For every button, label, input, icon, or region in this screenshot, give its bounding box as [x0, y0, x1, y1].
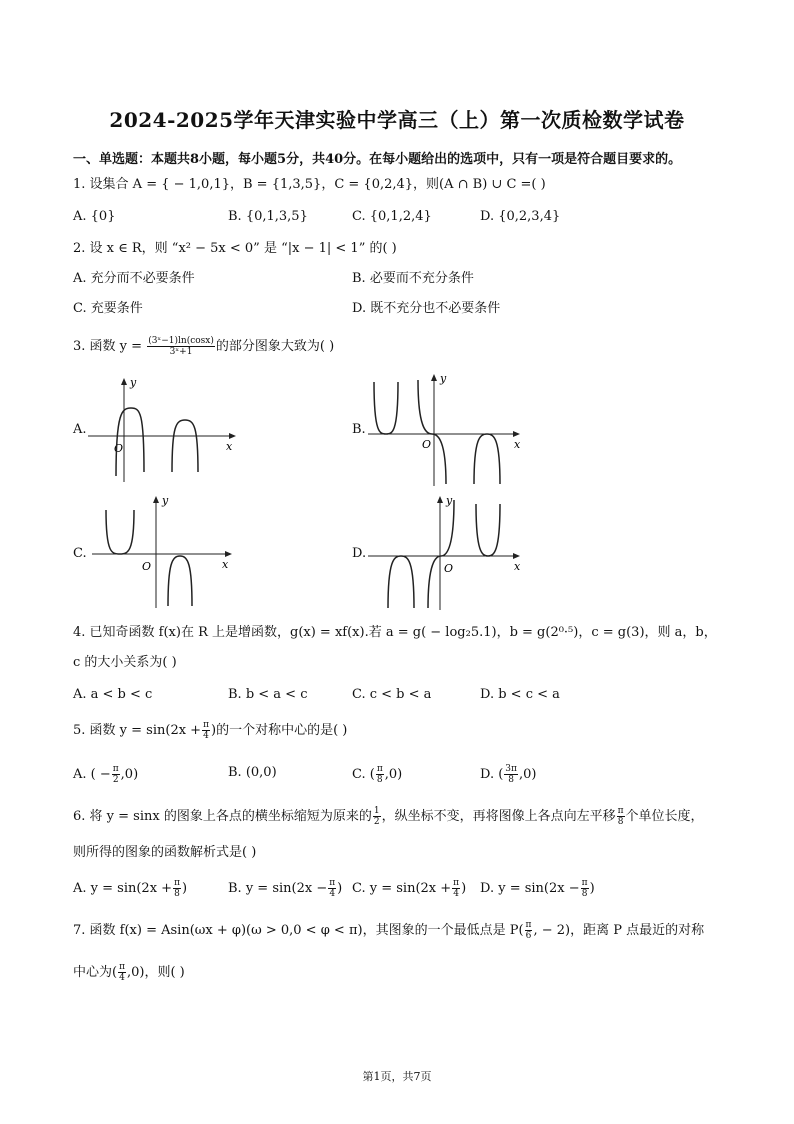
q3-graph-d [366, 490, 526, 612]
q5-stem: 5. 函数 y = sin(2x + $\frac{\pi}{4}$ )的一个对称中心的是( ) [73, 720, 348, 741]
x-axis-label: x [514, 438, 521, 451]
q3-graph-b [366, 368, 526, 488]
curve-branch-1 [374, 382, 398, 434]
exam-title: 2024-2025学年天津实验中学高三（上）第一次质检数学试卷 [109, 108, 685, 132]
page-footer: 第1页，共7页 [362, 1070, 432, 1083]
origin-label: O [422, 438, 432, 451]
y-axis-label: y [446, 494, 453, 507]
q2-option-b: B. 必要而不充分条件 [352, 271, 474, 286]
q4-stem-line1: 4. 已知奇函数 f(x)在 R 上是增函数，g(x) = xf(x).若 a = g( − log₂5.1)，b = g(2⁰·⁵)，c = g(3)，则 a，b， [73, 625, 717, 640]
q3-graph-label-a: A. [73, 422, 87, 437]
origin-label: O [142, 560, 152, 573]
curve-branch-3 [476, 504, 500, 556]
origin-label: O [444, 562, 454, 575]
q1-stem: 1. 设集合 A = { − 1,0,1}，B = {1,3,5}，C = {0,2,4}，则(A ∩ B) ∪ C =( ) [73, 177, 546, 192]
q6-option-b: B. y = sin(2x − $\frac{\pi}{4}$ ) [228, 878, 343, 899]
y-axis-label: y [440, 372, 447, 385]
q7-stem-line2: 中心为( $\frac{\pi}{4}$ ,0)，则( ) [73, 962, 185, 983]
y-axis-arrow [437, 496, 443, 503]
q4-option-a: A. a < b < c [73, 687, 153, 702]
origin-label: O [114, 442, 124, 455]
y-axis-arrow [121, 378, 127, 385]
x-axis-arrow [513, 431, 520, 437]
q4-option-b: B. b < a < c [228, 687, 308, 702]
q5-option-a: A. ( − $\frac{\pi}{2}$ ,0) [73, 764, 139, 785]
q6-option-a: A. y = sin(2x + $\frac{\pi}{8}$ ) [73, 878, 188, 899]
q3-graph-label-d: D. [352, 546, 367, 561]
curve-hump-2 [172, 420, 198, 472]
q4-option-d: D. b < c < a [480, 687, 560, 702]
q3-graph-a [86, 372, 246, 484]
q6-stem-line1: 6. 将 y = sinx 的图象上各点的横坐标缩短为原来的 $\frac{1}{2}$ ，纵坐标不变，再将图像上各点向左平移 $\frac{\pi}{8}$ 个单位长度， [73, 806, 704, 827]
q3-graph-label-b: B. [352, 422, 366, 437]
q2-option-c: C. 充要条件 [73, 301, 143, 316]
q2-stem: 2. 设 x ∈ R，则 “x² − 5x < 0” 是 “|x − 1| < 1” 的( ) [73, 241, 397, 256]
q3-fraction-denominator: 3ˣ+1 [169, 347, 193, 357]
x-axis-arrow [229, 433, 236, 439]
y-axis-arrow [153, 496, 159, 503]
q4-option-c: C. c < b < a [352, 687, 432, 702]
curve-branch-2 [418, 380, 446, 484]
q4-stem-line2: c 的大小关系为( ) [73, 655, 177, 670]
q5-option-c: C. ( $\frac{\pi}{8}$ ,0) [352, 764, 403, 785]
curve-branch-1 [106, 510, 134, 554]
x-axis-arrow [513, 553, 520, 559]
x-axis-label: x [226, 440, 233, 453]
q3-graph-c [90, 492, 240, 610]
q1-option-a: A. {0} [73, 209, 116, 224]
x-axis-label: x [222, 558, 229, 571]
y-axis-label: y [162, 494, 169, 507]
q3-fraction-numerator: (3ˣ−1)ln(cosx) [148, 336, 214, 346]
q2-option-a: A. 充分而不必要条件 [73, 271, 195, 286]
q1-option-c: C. {0,1,2,4} [352, 209, 432, 224]
q6-option-c: C. y = sin(2x + $\frac{\pi}{4}$ ) [352, 878, 467, 899]
curve-branch-2 [168, 556, 192, 606]
q5-option-b: B. (0,0) [228, 765, 277, 780]
x-axis-arrow [225, 551, 232, 557]
curve-branch-2 [428, 500, 454, 608]
q2-option-d: D. 既不充分也不必要条件 [352, 301, 501, 316]
curve-branch-1 [388, 556, 414, 608]
y-axis-label: y [130, 376, 137, 389]
q7-stem-line1: 7. 函数 f(x) = Asin(ωx + φ)(ω > 0,0 < φ < π)，其图象的一个最低点是 P( $\frac{\pi}{6}$ , − 2)，距离 P 点最近的对称 [73, 920, 705, 941]
q5-option-d: D. ( $\frac{3\pi}{8}$ ,0) [480, 764, 537, 785]
x-axis-label: x [514, 560, 521, 573]
q1-option-d: D. {0,2,3,4} [480, 209, 561, 224]
y-axis-arrow [431, 374, 437, 381]
q3-graph-label-c: C. [73, 546, 87, 561]
q6-stem-line2: 则所得的图象的函数解析式是( ) [73, 845, 257, 860]
q1-option-b: B. {0,1,3,5} [228, 209, 308, 224]
q3-stem: 3. 函数 y = $\frac{\text{(3ˣ−1)ln(cosx)}}{\text{3ˣ+1}}$ 的部分图象大致为( ) [73, 336, 335, 357]
section-heading: 一、单选题：本题共8小题，每小题5分，共40分。在每小题给出的选项中，只有一项是符合题目要求的。 [73, 152, 682, 167]
curve-branch-3 [474, 434, 500, 484]
q6-option-d: D. y = sin(2x − $\frac{\pi}{8}$ ) [480, 878, 595, 899]
